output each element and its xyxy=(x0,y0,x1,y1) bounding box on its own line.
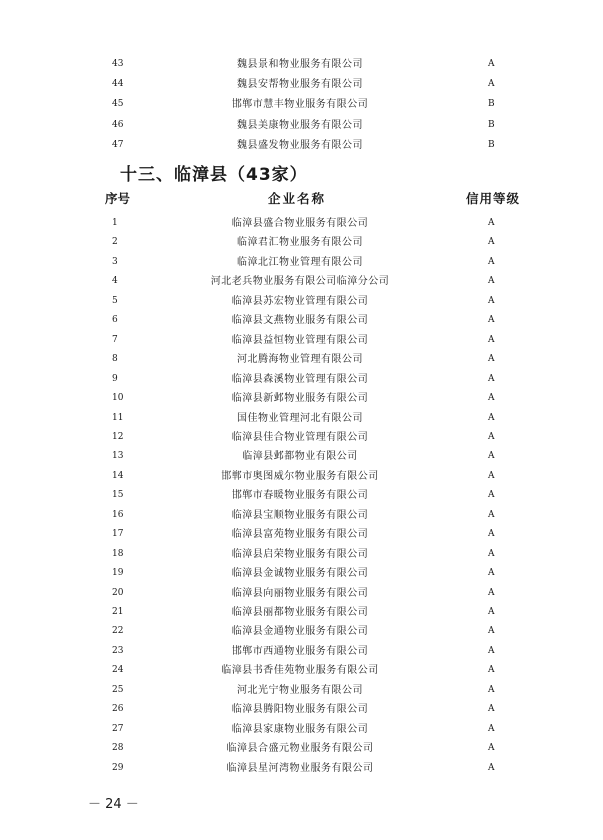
row-number: 8 xyxy=(112,354,118,365)
table-row xyxy=(0,116,603,135)
header-credit-grade: 信用等级 xyxy=(466,191,521,206)
credit-grade: A xyxy=(488,315,495,326)
row-number: 22 xyxy=(112,626,124,637)
credit-grade: A xyxy=(488,529,495,540)
company-name: 河北光宁物业服务有限公司 xyxy=(237,684,363,696)
row-number: 23 xyxy=(112,645,124,656)
table-row xyxy=(0,136,603,155)
table-row xyxy=(0,389,603,408)
row-number: 4 xyxy=(112,276,118,287)
company-name: 临漳县家康物业服务有限公司 xyxy=(231,723,369,735)
company-name: 临漳县盛合物业服务有限公司 xyxy=(231,218,369,229)
row-number: 2 xyxy=(112,237,118,248)
company-name: 邯郸市西通物业服务有限公司 xyxy=(231,645,369,657)
table-row xyxy=(0,525,603,544)
row-number: 17 xyxy=(112,529,124,540)
company-name: 临漳县丽都物业服务有限公司 xyxy=(231,607,369,618)
credit-grade: B xyxy=(488,139,495,150)
credit-grade: A xyxy=(488,743,495,754)
row-number: 21 xyxy=(112,607,124,617)
table-row xyxy=(0,55,603,74)
credit-grade: A xyxy=(488,645,495,656)
table-row xyxy=(0,603,603,622)
table-row xyxy=(0,233,603,252)
company-name: 临漳县文燕物业服务有限公司 xyxy=(231,315,369,327)
table-row xyxy=(0,545,603,564)
company-name: 临漳县富苑物业服务有限公司 xyxy=(231,529,369,541)
credit-grade: A xyxy=(488,354,495,365)
company-name: 临漳县宝顺物业服务有限公司 xyxy=(231,509,369,521)
row-number: 12 xyxy=(112,431,124,442)
table-row xyxy=(0,409,603,428)
credit-grade: A xyxy=(488,218,495,228)
table-row xyxy=(0,467,603,486)
row-number: 14 xyxy=(112,470,124,481)
credit-grade: A xyxy=(488,548,495,559)
credit-grade: A xyxy=(488,373,495,384)
credit-grade: A xyxy=(488,490,495,501)
company-name: 邯郸市奥图威尔物业服务有限公司 xyxy=(221,470,379,482)
credit-grade: A xyxy=(488,334,495,345)
credit-grade: A xyxy=(488,393,495,404)
table-row xyxy=(0,720,603,739)
credit-grade: A xyxy=(488,762,495,773)
row-number: 24 xyxy=(112,665,124,676)
row-number: 9 xyxy=(112,373,118,384)
credit-grade: A xyxy=(488,451,495,462)
company-name: 临漳县启荣物业服务有限公司 xyxy=(231,548,369,560)
company-name: 邯郸市慧丰物业服务有限公司 xyxy=(231,99,369,111)
table-row xyxy=(0,75,603,94)
company-name: 临漳县腾阳物业服务有限公司 xyxy=(231,704,369,716)
row-number: 47 xyxy=(112,139,124,150)
table-row xyxy=(0,292,603,311)
credit-grade: A xyxy=(488,412,495,423)
table-row xyxy=(0,272,603,291)
company-name: 魏县美康物业服务有限公司 xyxy=(237,119,363,131)
company-name: 魏县盛发物业服务有限公司 xyxy=(237,139,363,151)
credit-grade: A xyxy=(488,59,495,69)
credit-grade: A xyxy=(488,470,495,481)
company-name: 临漳县苏宏物业管理有限公司 xyxy=(231,295,369,307)
company-name: 临漳县星河湾物业服务有限公司 xyxy=(226,762,374,774)
row-number: 6 xyxy=(112,315,118,326)
row-number: 19 xyxy=(112,568,124,579)
row-number: 20 xyxy=(112,587,124,598)
credit-grade: A xyxy=(488,256,495,267)
table-row xyxy=(0,584,603,603)
company-name: 临漳县森溪物业管理有限公司 xyxy=(231,373,369,385)
credit-grade: A xyxy=(488,79,495,90)
credit-grade: A xyxy=(488,704,495,715)
row-number: 15 xyxy=(112,490,124,501)
company-name: 临漳县新邺物业服务有限公司 xyxy=(231,393,369,405)
credit-grade: A xyxy=(488,626,495,637)
company-name: 临漳县邺都物业有限公司 xyxy=(242,451,358,463)
row-number: 25 xyxy=(112,684,124,695)
company-name: 临漳县合盛元物业服务有限公司 xyxy=(226,743,374,755)
table-row xyxy=(0,95,603,114)
page-number: － 24 － xyxy=(88,797,139,812)
header-company-name: 企业名称 xyxy=(268,191,327,206)
row-number: 7 xyxy=(112,334,118,345)
table-row xyxy=(0,564,603,583)
company-name: 临漳县书香佳苑物业服务有限公司 xyxy=(221,665,379,677)
table-row xyxy=(0,642,603,661)
row-number: 10 xyxy=(112,393,124,404)
credit-grade: A xyxy=(488,568,495,579)
header-serial-number: 序号 xyxy=(105,191,131,206)
credit-grade: A xyxy=(488,607,495,617)
credit-grade: A xyxy=(488,509,495,520)
company-name: 魏县安帮物业服务有限公司 xyxy=(237,79,363,91)
table-row xyxy=(0,700,603,719)
company-name: 邯郸市春暖物业服务有限公司 xyxy=(231,490,369,502)
table-row xyxy=(0,350,603,369)
table-row xyxy=(0,681,603,700)
table-row xyxy=(0,311,603,330)
company-name: 临漳县向丽物业服务有限公司 xyxy=(231,587,369,599)
credit-grade: A xyxy=(488,723,495,734)
company-name: 临漳县金通物业服务有限公司 xyxy=(231,626,369,638)
company-name: 临漳北江物业管理有限公司 xyxy=(237,256,363,268)
row-number: 16 xyxy=(112,509,124,520)
row-number: 43 xyxy=(112,59,124,69)
row-number: 26 xyxy=(112,704,124,715)
table-row xyxy=(0,370,603,389)
table-row xyxy=(0,661,603,680)
credit-grade: A xyxy=(488,665,495,676)
credit-grade: A xyxy=(488,237,495,248)
company-name: 临漳县佳合物业管理有限公司 xyxy=(231,431,369,443)
row-number: 18 xyxy=(112,548,124,559)
table-row xyxy=(0,506,603,525)
table-row xyxy=(0,214,603,233)
table-row xyxy=(0,253,603,272)
row-number: 11 xyxy=(112,412,124,423)
company-name: 河北老兵物业服务有限公司临漳分公司 xyxy=(210,276,390,288)
table-row xyxy=(0,331,603,350)
table-row xyxy=(0,486,603,505)
row-number: 3 xyxy=(112,256,118,267)
table-row xyxy=(0,739,603,758)
credit-grade: B xyxy=(488,119,495,130)
row-number: 46 xyxy=(112,119,124,130)
row-number: 45 xyxy=(112,99,124,110)
table-row xyxy=(0,759,603,778)
section-title: 十三、临漳县（43家） xyxy=(120,165,308,185)
company-name: 魏县景和物业服务有限公司 xyxy=(237,59,363,70)
credit-grade: A xyxy=(488,587,495,598)
company-name: 河北腾海物业管理有限公司 xyxy=(237,354,363,366)
table-row xyxy=(0,447,603,466)
credit-grade: A xyxy=(488,431,495,442)
row-number: 13 xyxy=(112,451,124,462)
table-row xyxy=(0,428,603,447)
company-name: 国佳物业管理河北有限公司 xyxy=(237,412,363,424)
row-number: 28 xyxy=(112,743,124,754)
credit-grade: B xyxy=(488,99,495,110)
company-name: 临漳县益恒物业管理有限公司 xyxy=(231,334,369,346)
company-name: 临漳君汇物业服务有限公司 xyxy=(237,237,363,249)
credit-grade: A xyxy=(488,295,495,306)
credit-grade: A xyxy=(488,276,495,287)
row-number: 29 xyxy=(112,762,124,773)
row-number: 5 xyxy=(112,295,118,306)
company-name: 临漳县金诚物业服务有限公司 xyxy=(231,568,369,580)
row-number: 1 xyxy=(112,218,118,228)
row-number: 27 xyxy=(112,723,124,734)
row-number: 44 xyxy=(112,79,124,90)
table-row xyxy=(0,622,603,641)
credit-grade: A xyxy=(488,684,495,695)
